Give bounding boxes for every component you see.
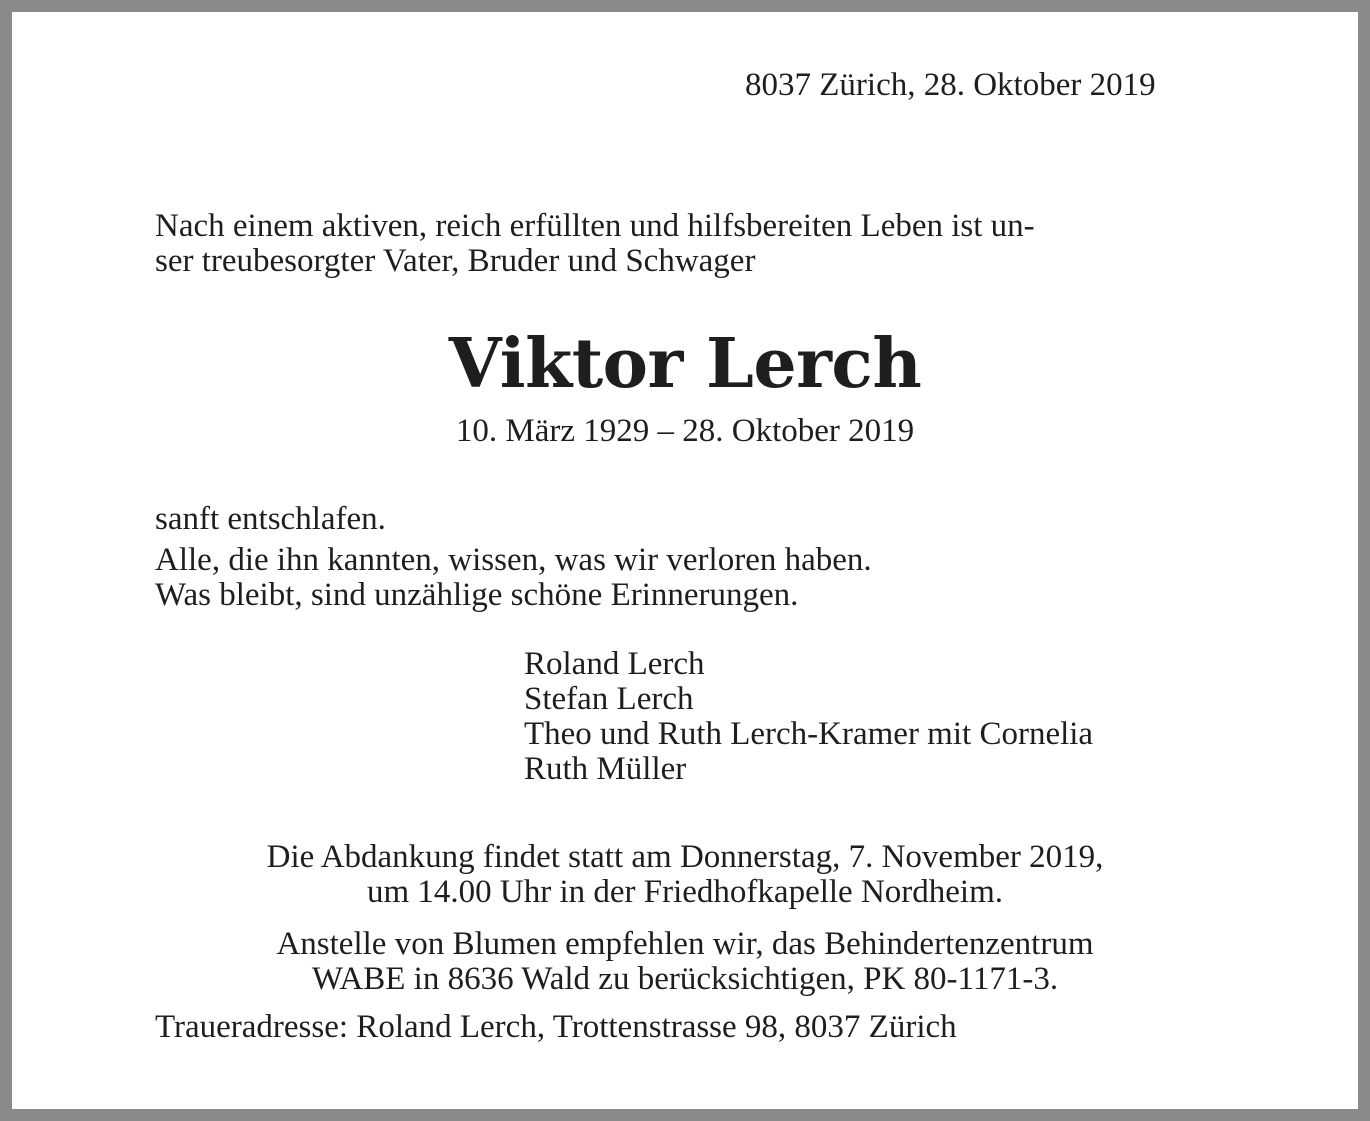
donation-line: Anstelle von Blumen empfehlen wir, das Behindertenzentrum bbox=[276, 926, 1094, 962]
intro-line: Nach einem aktiven, reich erfüllten und hilfsbereiten Leben ist un- bbox=[155, 208, 1035, 244]
closing-line: sanft entschlafen. bbox=[155, 501, 386, 537]
obituary-notice bbox=[12, 12, 1358, 1109]
intro-line: ser treubesorgter Vater, Bruder und Schwager bbox=[155, 243, 756, 279]
mourning-address: Traueradresse: Roland Lerch, Trottenstrasse 98, 8037 Zürich bbox=[155, 1009, 957, 1045]
donation-request bbox=[12, 927, 1358, 997]
service-line: um 14.00 Uhr in der Friedhofkapelle Nordheim. bbox=[366, 874, 1004, 910]
deceased-name: Viktor Lerch bbox=[448, 324, 922, 404]
mourners-list bbox=[524, 647, 1093, 787]
closing-paragraph bbox=[155, 502, 872, 613]
service-line: Die Abdankung findet statt am Donnerstag, 7. November 2019, bbox=[266, 839, 1104, 875]
mourner-name: Ruth Müller bbox=[524, 751, 687, 787]
closing-line: Was bleibt, sind unzählige schöne Erinnerungen. bbox=[155, 577, 799, 613]
mourner-name: Roland Lerch bbox=[524, 646, 705, 682]
mourner-name: Theo und Ruth Lerch-Kramer mit Cornelia bbox=[524, 716, 1094, 752]
mourner-name: Stefan Lerch bbox=[524, 681, 694, 717]
place-and-date: 8037 Zürich, 28. Oktober 2019 bbox=[745, 67, 1156, 103]
funeral-service-info bbox=[12, 840, 1358, 910]
donation-line: WABE in 8636 Wald zu berücksichtigen, PK 80-1171-3. bbox=[311, 961, 1059, 997]
closing-line: Alle, die ihn kannten, wissen, was wir verloren haben. bbox=[155, 542, 872, 578]
intro-paragraph bbox=[155, 209, 1035, 279]
lifespan-dates: 10. März 1929 – 28. Oktober 2019 bbox=[455, 413, 915, 449]
